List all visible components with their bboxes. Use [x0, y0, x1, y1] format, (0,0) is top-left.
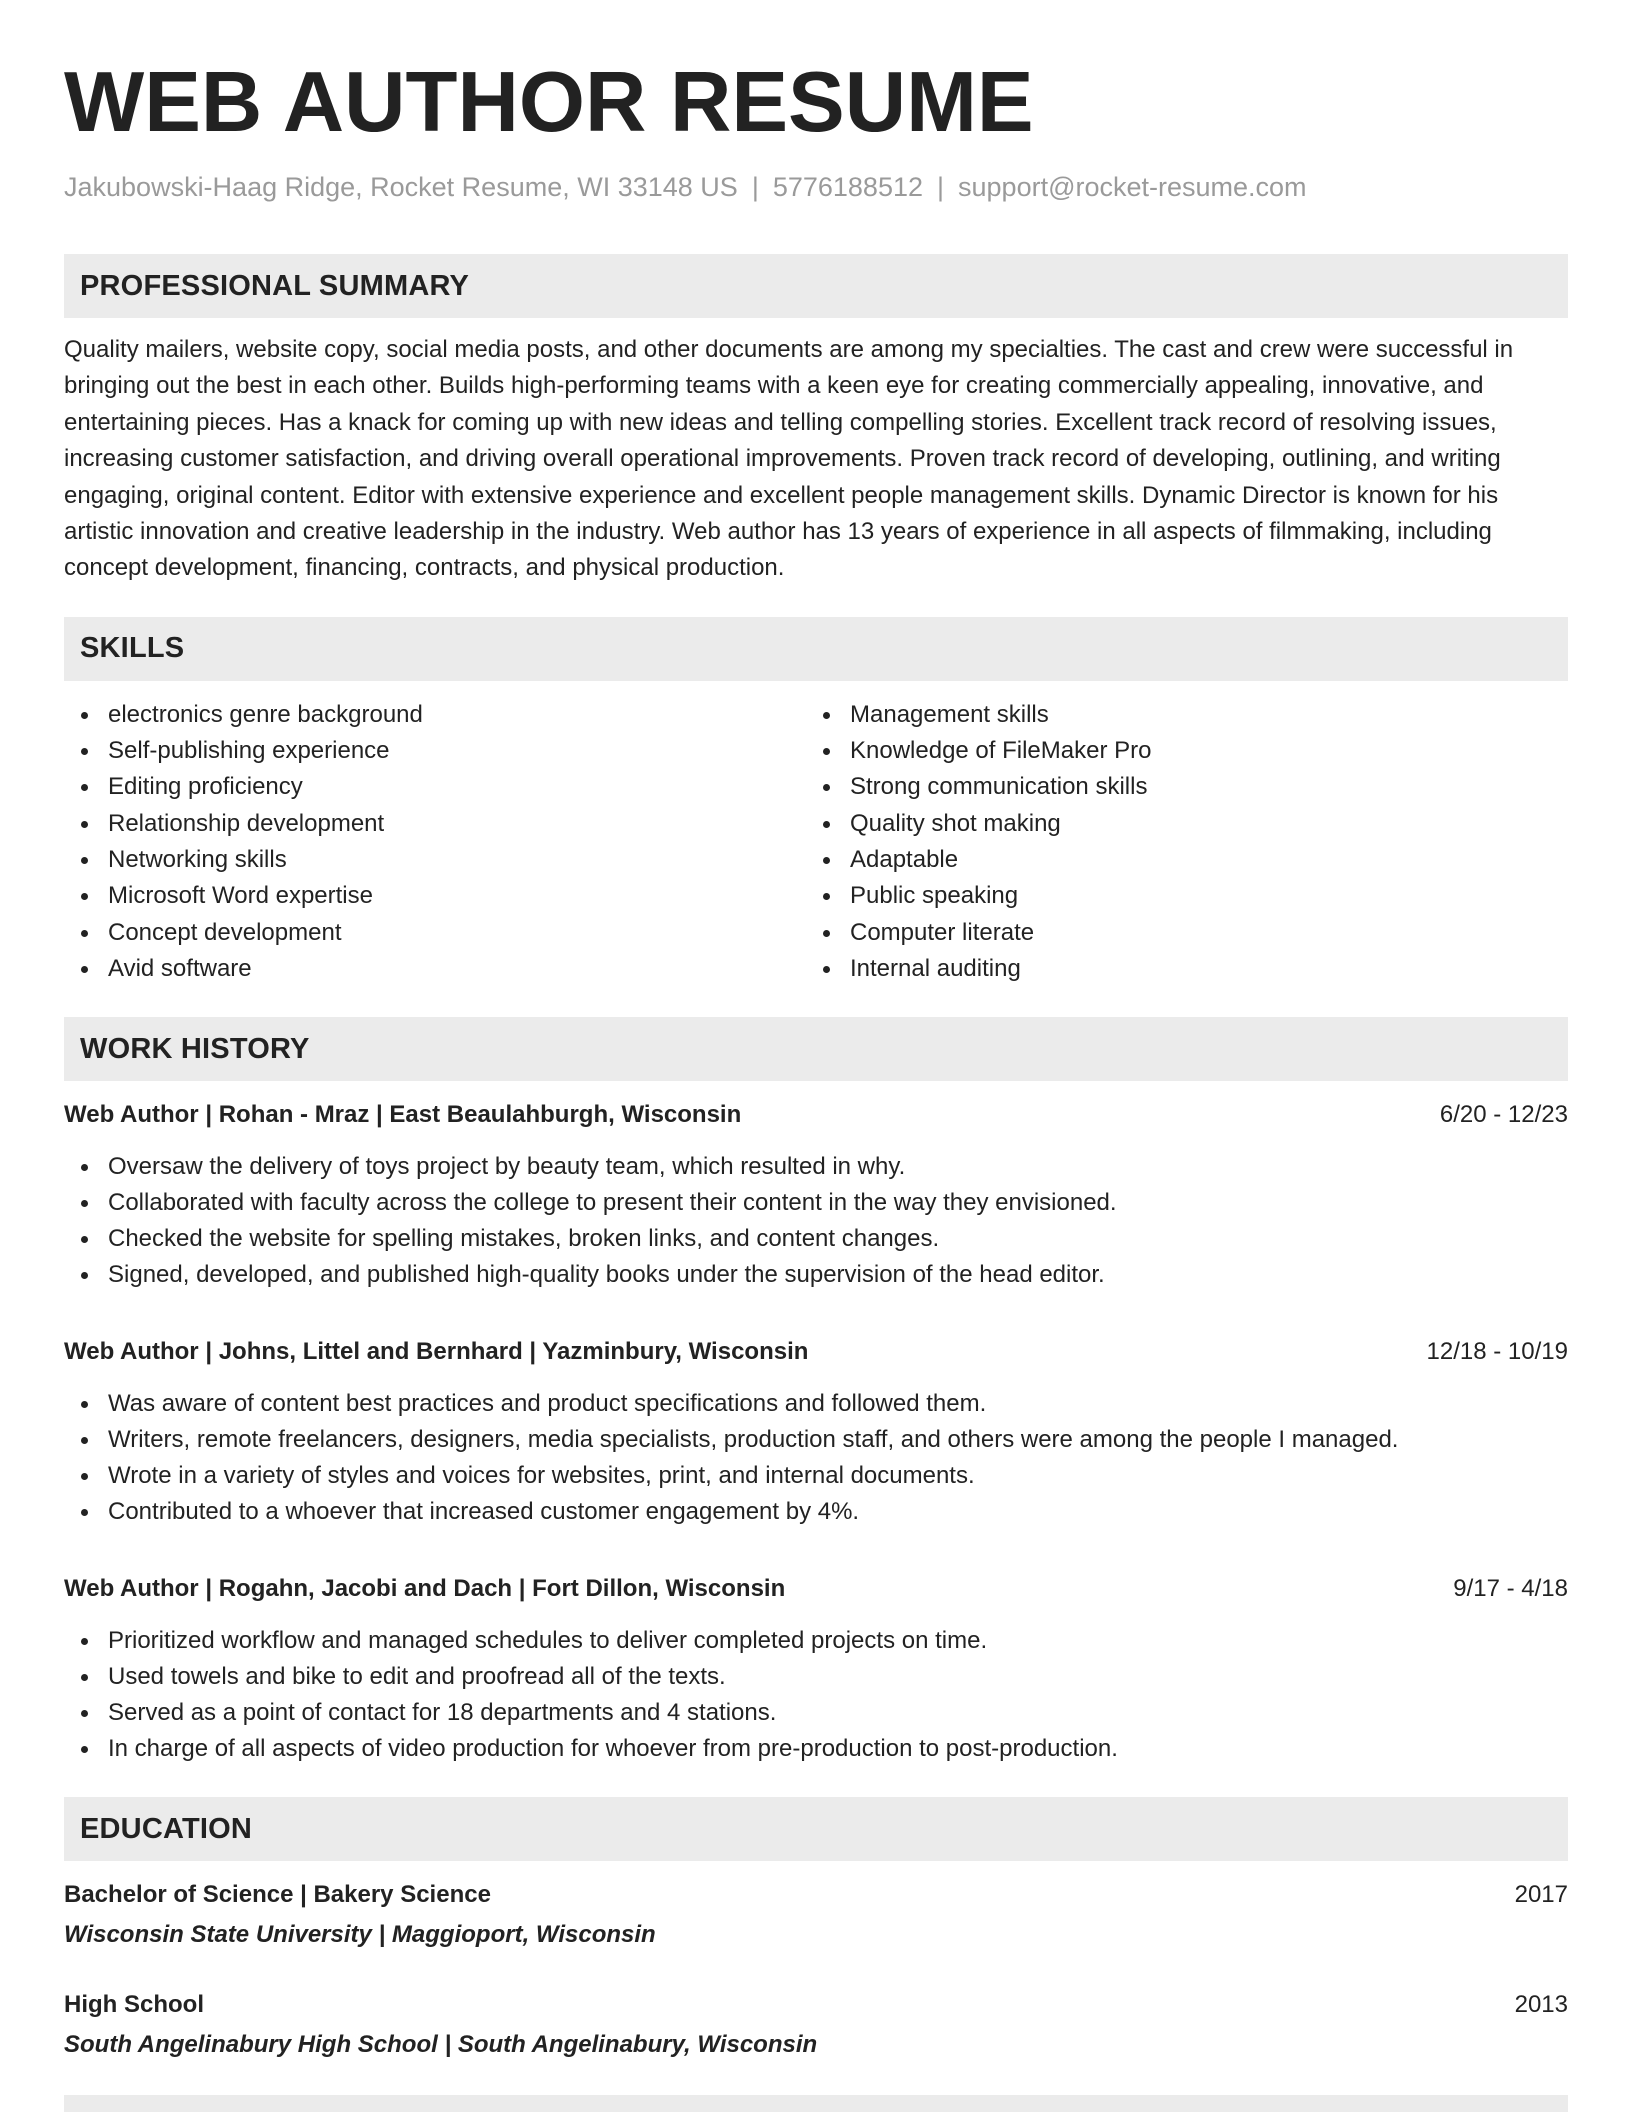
skill-item: Relationship development: [64, 806, 806, 842]
contact-line: [64, 170, 1568, 204]
job-entry: [64, 1571, 1568, 1767]
education-degree: High School: [64, 1991, 204, 2019]
job-title: Web Author | Rogahn, Jacobi and Dach | Fort Dillon, Wisconsin: [64, 1575, 786, 1603]
education-school: Wisconsin State University | Maggioport, Wisconsin: [64, 1921, 656, 1949]
job-bullet: Prioritized workflow and managed schedules to deliver completed projects on time.: [64, 1623, 1568, 1659]
skill-item: Networking skills: [64, 842, 806, 878]
job-dates: 12/18 - 10/19: [1426, 1338, 1568, 1366]
job-bullet: Was aware of content best practices and product specifications and followed them.: [64, 1386, 1568, 1422]
summary-section-header: PROFESSIONAL SUMMARY: [64, 254, 1568, 318]
resume-title: WEB AUTHOR RESUME: [64, 55, 1034, 150]
job-bullet-list: [64, 1386, 1568, 1530]
job-title: Web Author | Johns, Littel and Bernhard | Yazminbury, Wisconsin: [64, 1338, 809, 1366]
contact-separator: |: [937, 172, 945, 202]
job-dates: 6/20 - 12/23: [1439, 1101, 1568, 1129]
job-entry: [64, 1097, 1568, 1293]
skill-item: Editing proficiency: [64, 769, 806, 805]
skill-item: Public speaking: [806, 878, 1548, 914]
education-row: [64, 1877, 1568, 1913]
job-title-row: [64, 1571, 1568, 1607]
skill-item: Adaptable: [806, 842, 1548, 878]
skills-section-header: SKILLS: [64, 617, 1568, 681]
job-bullet: In charge of all aspects of video production for whoever from pre-production to post-production.: [64, 1731, 1568, 1767]
contact-phone: 5776188512: [772, 172, 923, 202]
skill-item: Quality shot making: [806, 806, 1548, 842]
skill-item: Avid software: [64, 951, 806, 987]
job-title-row: [64, 1097, 1568, 1133]
job-bullet: Contributed to a whoever that increased customer engagement by 4%.: [64, 1494, 1568, 1530]
job-title-row: [64, 1334, 1568, 1370]
skill-item: Microsoft Word expertise: [64, 878, 806, 914]
job-bullet: Checked the website for spelling mistakes, broken links, and content changes.: [64, 1221, 1568, 1257]
skill-item: Self-publishing experience: [64, 733, 806, 769]
job-bullet: Writers, remote freelancers, designers, media specialists, production staff, and others were among the people I managed.: [64, 1422, 1568, 1458]
education-row: [64, 1987, 1568, 2023]
education-entry: [64, 1987, 1568, 2063]
next-section-header-band: [64, 2095, 1568, 2112]
education-entry: [64, 1877, 1568, 1953]
contact-address: Jakubowski-Haag Ridge, Rocket Resume, WI 33148 US: [64, 172, 738, 202]
job-bullet: Wrote in a variety of styles and voices for websites, print, and internal documents.: [64, 1458, 1568, 1494]
job-entry: [64, 1334, 1568, 1530]
skills-column-right: [806, 697, 1548, 987]
skill-item: Concept development: [64, 915, 806, 951]
job-bullet-list: [64, 1623, 1568, 1767]
education-school: South Angelinabury High School | South Angelinabury, Wisconsin: [64, 2031, 818, 2059]
job-bullet-list: [64, 1149, 1568, 1293]
skill-item: Internal auditing: [806, 951, 1548, 987]
job-bullet: Collaborated with faculty across the college to present their content in the way they envisioned.: [64, 1185, 1568, 1221]
education-section-header: EDUCATION: [64, 1797, 1568, 1861]
contact-email: support@rocket-resume.com: [958, 172, 1307, 202]
work-history-section-header: WORK HISTORY: [64, 1017, 1568, 1081]
skill-item: Strong communication skills: [806, 769, 1548, 805]
skill-item: Management skills: [806, 697, 1548, 733]
job-bullet: Oversaw the delivery of toys project by beauty team, which resulted in why.: [64, 1149, 1568, 1185]
summary-text: Quality mailers, website copy, social media posts, and other documents are among my specialties. The cast and crew were successful in bringing out the best in each other. Builds high-performing teams with a keen eye for creating commercially appealing, innovative, and entertaining pieces. Has a knack for coming up with new ideas and telling compelling stories. Excellent track record of resolving issues, increasing customer satisfaction, and driving overall operational improvements. Proven track record of developing, outlining, and writing engaging, original content. Editor with extensive experience and excellent people management skills. Dynamic Director is known for his artistic innovation and creative leadership in the industry. Web author has 13 years of experience in all aspects of filmmaking, including concept development, financing, contracts, and physical production.: [64, 336, 1514, 582]
job-bullet: Served as a point of contact for 18 departments and 4 stations.: [64, 1695, 1568, 1731]
skill-item: Computer literate: [806, 915, 1548, 951]
education-year: 2013: [1514, 1991, 1568, 2019]
education-year: 2017: [1514, 1881, 1568, 1909]
contact-separator: |: [751, 172, 759, 202]
job-bullet: Signed, developed, and published high-quality books under the supervision of the head editor.: [64, 1257, 1568, 1293]
skills-grid: [64, 697, 1568, 987]
job-dates: 9/17 - 4/18: [1453, 1575, 1568, 1603]
job-title: Web Author | Rohan - Mraz | East Beaulahburgh, Wisconsin: [64, 1101, 742, 1129]
skill-item: Knowledge of FileMaker Pro: [806, 733, 1548, 769]
skill-item: electronics genre background: [64, 697, 806, 733]
skills-column-left: [64, 697, 806, 987]
job-bullet: Used towels and bike to edit and proofread all of the texts.: [64, 1659, 1568, 1695]
education-degree: Bachelor of Science | Bakery Science: [64, 1881, 491, 1909]
